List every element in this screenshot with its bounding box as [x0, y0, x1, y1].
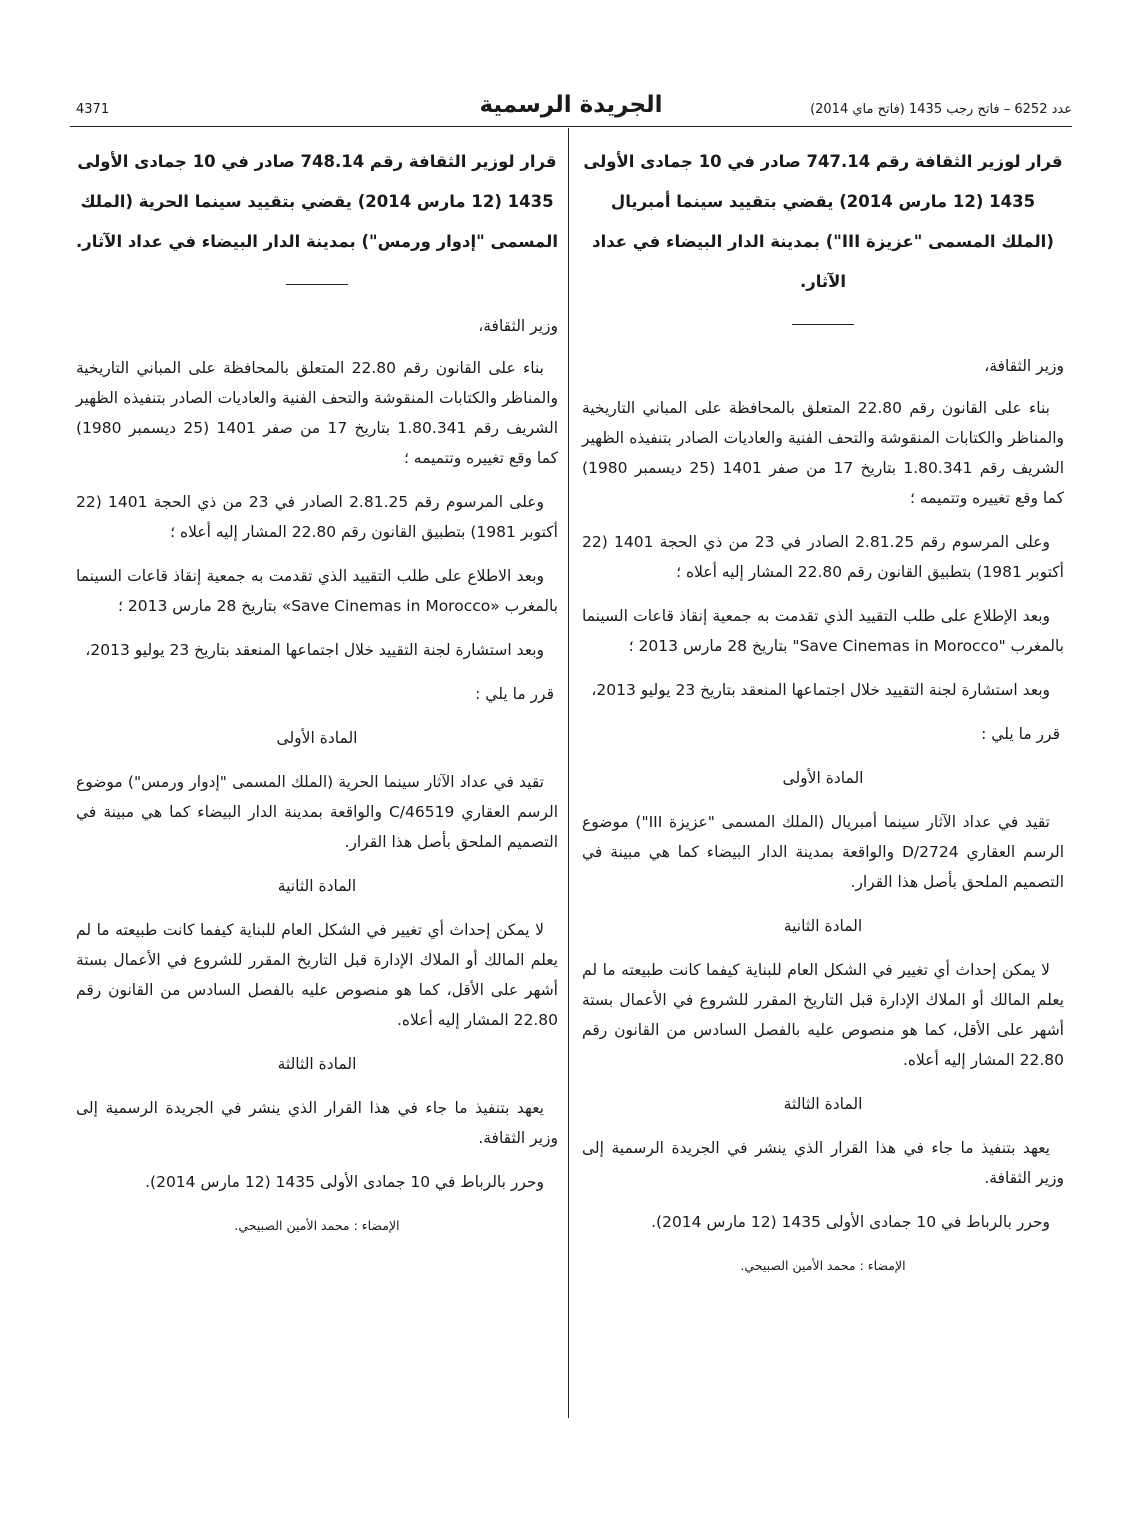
preamble-paragraph: وعلى المرسوم رقم 2.81.25 الصادر في 23 من ذي الحجة 1401 (22 أكتوبر 1981) بتطبيق القانون رقم 22.80 المشار إليه أعلاه ؛: [76, 493, 558, 541]
decree-title: قرار لوزير الثقافة رقم 748.14 صادر في 10 جمادى الأولى 1435 (12 مارس 2014) يقضي بتقييد سينما الحرية (الملك المسمى "إدوار ورمس") بمدينة الدار البيضاء في عداد الآثار.: [76, 152, 558, 251]
preamble-paragraph: وعلى المرسوم رقم 2.81.25 الصادر في 23 من ذي الحجة 1401 (22 أكتوبر 1981) بتطبيق القانون رقم 22.80 المشار إليه أعلاه ؛: [582, 533, 1064, 581]
title-rule: [792, 324, 854, 325]
title-rule: [286, 284, 348, 285]
minister-line: وزير الثقافة،: [984, 357, 1064, 375]
decree-column-right: [582, 142, 1064, 1281]
gazette-title: الجريدة الرسمية: [479, 92, 663, 118]
signature: الإمضاء : محمد الأمين الصبيحي.: [740, 1258, 906, 1273]
article-text: يعهد بتنفيذ ما جاء في هذا القرار الذي ينشر في الجريدة الرسمية إلى وزير الثقافة.: [582, 1139, 1064, 1187]
decided-line: قرر ما يلي :: [981, 725, 1060, 743]
article-text: لا يمكن إحداث أي تغيير في الشكل العام للبناية كيفما كانت طبيعته ما لم يعلم المالك أو الملاك الإدارة قبل التاريخ المقرر للشروع في الأعمال بستة أشهر على الأقل، كما هو منصوص عليه بالفصل السادس من القانون رقم 22.80 المشار إليه أعلاه.: [582, 961, 1064, 1069]
column-divider: [568, 128, 569, 1418]
decree-column-left: [76, 142, 558, 1241]
article-text: تقيد في عداد الآثار سينما الحرية (الملك المسمى "إدوار ورمس") موضوع الرسم العقاري C/46519 والواقعة بمدينة الدار البيضاء كما هي مبينة في التصميم الملحق بأصل هذا القرار.: [76, 773, 558, 851]
closing-line: وحرر بالرباط في 10 جمادى الأولى 1435 (12 مارس 2014).: [651, 1213, 1050, 1231]
article-text: لا يمكن إحداث أي تغيير في الشكل العام للبناية كيفما كانت طبيعته ما لم يعلم المالك أو الملاك الإدارة قبل التاريخ المقرر للشروع في الأعمال بستة أشهر على الأقل، كما هو منصوص عليه بالفصل السادس من القانون رقم 22.80 المشار إليه أعلاه.: [76, 921, 558, 1029]
decided-line: قرر ما يلي :: [475, 685, 554, 703]
preamble-paragraph: وبعد استشارة لجنة التقييد خلال اجتماعها المنعقد بتاريخ 23 يوليو 2013،: [591, 681, 1050, 699]
minister-line: وزير الثقافة،: [478, 317, 558, 335]
issue-info: عدد 6252 – فاتح رجب 1435 (فاتح ماي 2014): [810, 102, 1072, 117]
header-rule: [70, 126, 1072, 127]
article-heading: المادة الثالثة: [783, 1095, 863, 1113]
article-heading: المادة الثالثة: [277, 1055, 357, 1073]
preamble-paragraph: بناء على القانون رقم 22.80 المتعلق بالمحافظة على المباني التاريخية والمناظر والكتابات المنقوشة والتحف الفنية والعاديات الصادر بتنفيذه الظهير الشريف رقم 1.80.341 بتاريخ 17 من صفر 1401 (25 ديسمبر 1980) كما وقع تغييره وتتميمه ؛: [582, 399, 1064, 507]
closing-line: وحرر بالرباط في 10 جمادى الأولى 1435 (12 مارس 2014).: [145, 1173, 544, 1191]
page-number: 4371: [76, 102, 110, 117]
article-heading: المادة الثانية: [783, 917, 863, 935]
article-heading: المادة الثانية: [277, 877, 357, 895]
article-heading: المادة الأولى: [276, 729, 358, 747]
decree-title: قرار لوزير الثقافة رقم 747.14 صادر في 10 جمادى الأولى 1435 (12 مارس 2014) يقضي بتقييد سينما أمبريال (الملك المسمى "عزيزة III") بمدينة الدار البيضاء في عداد الآثار.: [583, 152, 1063, 291]
preamble-paragraph: وبعد الاطلاع على طلب التقييد الذي تقدمت به جمعية إنقاذ قاعات السينما بالمغرب «Save Cinemas in Morocco» بتاريخ 28 مارس 2013 ؛: [76, 567, 558, 615]
preamble-paragraph: بناء على القانون رقم 22.80 المتعلق بالمحافظة على المباني التاريخية والمناظر والكتابات المنقوشة والتحف الفنية والعاديات الصادر بتنفيذه الظهير الشريف رقم 1.80.341 بتاريخ 17 من صفر 1401 (25 ديسمبر 1980) كما وقع تغييره وتتميمه ؛: [76, 359, 558, 467]
article-text: يعهد بتنفيذ ما جاء في هذا القرار الذي ينشر في الجريدة الرسمية إلى وزير الثقافة.: [76, 1099, 558, 1147]
preamble-paragraph: وبعد استشارة لجنة التقييد خلال اجتماعها المنعقد بتاريخ 23 يوليو 2013،: [85, 641, 544, 659]
article-heading: المادة الأولى: [782, 769, 864, 787]
article-text: تقيد في عداد الآثار سينما أمبريال (الملك المسمى "عزيزة III") موضوع الرسم العقاري D/2724 والواقعة بمدينة الدار البيضاء كما هي مبينة في التصميم الملحق بأصل هذا القرار.: [582, 813, 1064, 891]
signature: الإمضاء : محمد الأمين الصبيحي.: [234, 1218, 400, 1233]
page-header: [70, 92, 1072, 126]
preamble-paragraph: وبعد الإطلاع على طلب التقييد الذي تقدمت به جمعية إنقاذ قاعات السينما بالمغرب "Save Cinemas in Morocco" بتاريخ 28 مارس 2013 ؛: [582, 607, 1064, 655]
